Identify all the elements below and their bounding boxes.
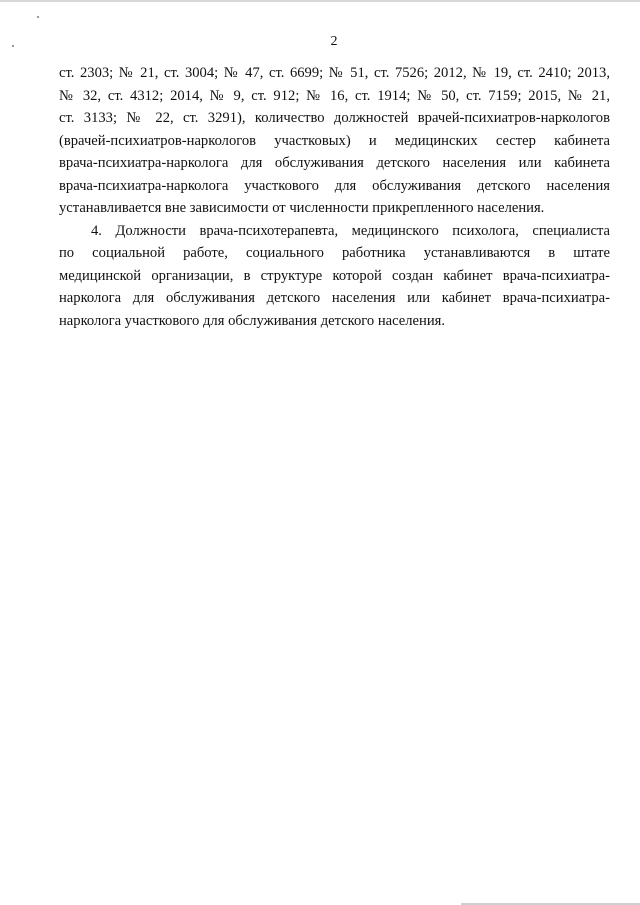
text-line: ст. 3133; № 22, ст. 3291), количество должностей врачей-психиатров-наркологов <box>59 110 610 126</box>
text-line: медицинской организации, в структуре которой создан кабинет врача-психиатра- <box>59 267 610 284</box>
text-line: по социальной работе, социального работника устанавливаются в штате <box>59 245 610 261</box>
paragraph-continuation <box>59 62 610 220</box>
scan-top-edge <box>0 0 640 2</box>
text-line: ст. 2303; № 21, ст. 3004; № 47, ст. 6699; № 51, ст. 7526; 2012, № 19, ст. 2410; 2013, <box>59 65 610 81</box>
text-line: устанавливается вне зависимости от численности прикрепленного населения. <box>59 200 545 216</box>
text-line: нарколога участкового для обслуживания детского населения. <box>59 312 446 329</box>
paragraph-item-4 <box>59 220 610 333</box>
text-line: врача-психиатра-нарколога участкового для обслуживания детского населения <box>59 177 610 194</box>
text-line: врача-психиатра-нарколога для обслуживания детского населения или кабинета <box>59 155 610 171</box>
text-line: (врачей-психиатров-наркологов участковых) и медицинских сестер кабинета <box>59 132 610 149</box>
scan-speck <box>37 16 39 18</box>
text-line: 4. Должности врача-психотерапевта, медицинского психолога, специалиста <box>91 222 610 239</box>
text-line: № 32, ст. 4312; 2014, № 9, ст. 912; № 16, ст. 1914; № 50, ст. 7159; 2015, № 21, <box>59 87 610 104</box>
text-line: нарколога для обслуживания детского населения или кабинет врача-психиатра- <box>59 290 610 306</box>
document-body <box>59 62 610 332</box>
page-number: 2 <box>330 34 338 49</box>
